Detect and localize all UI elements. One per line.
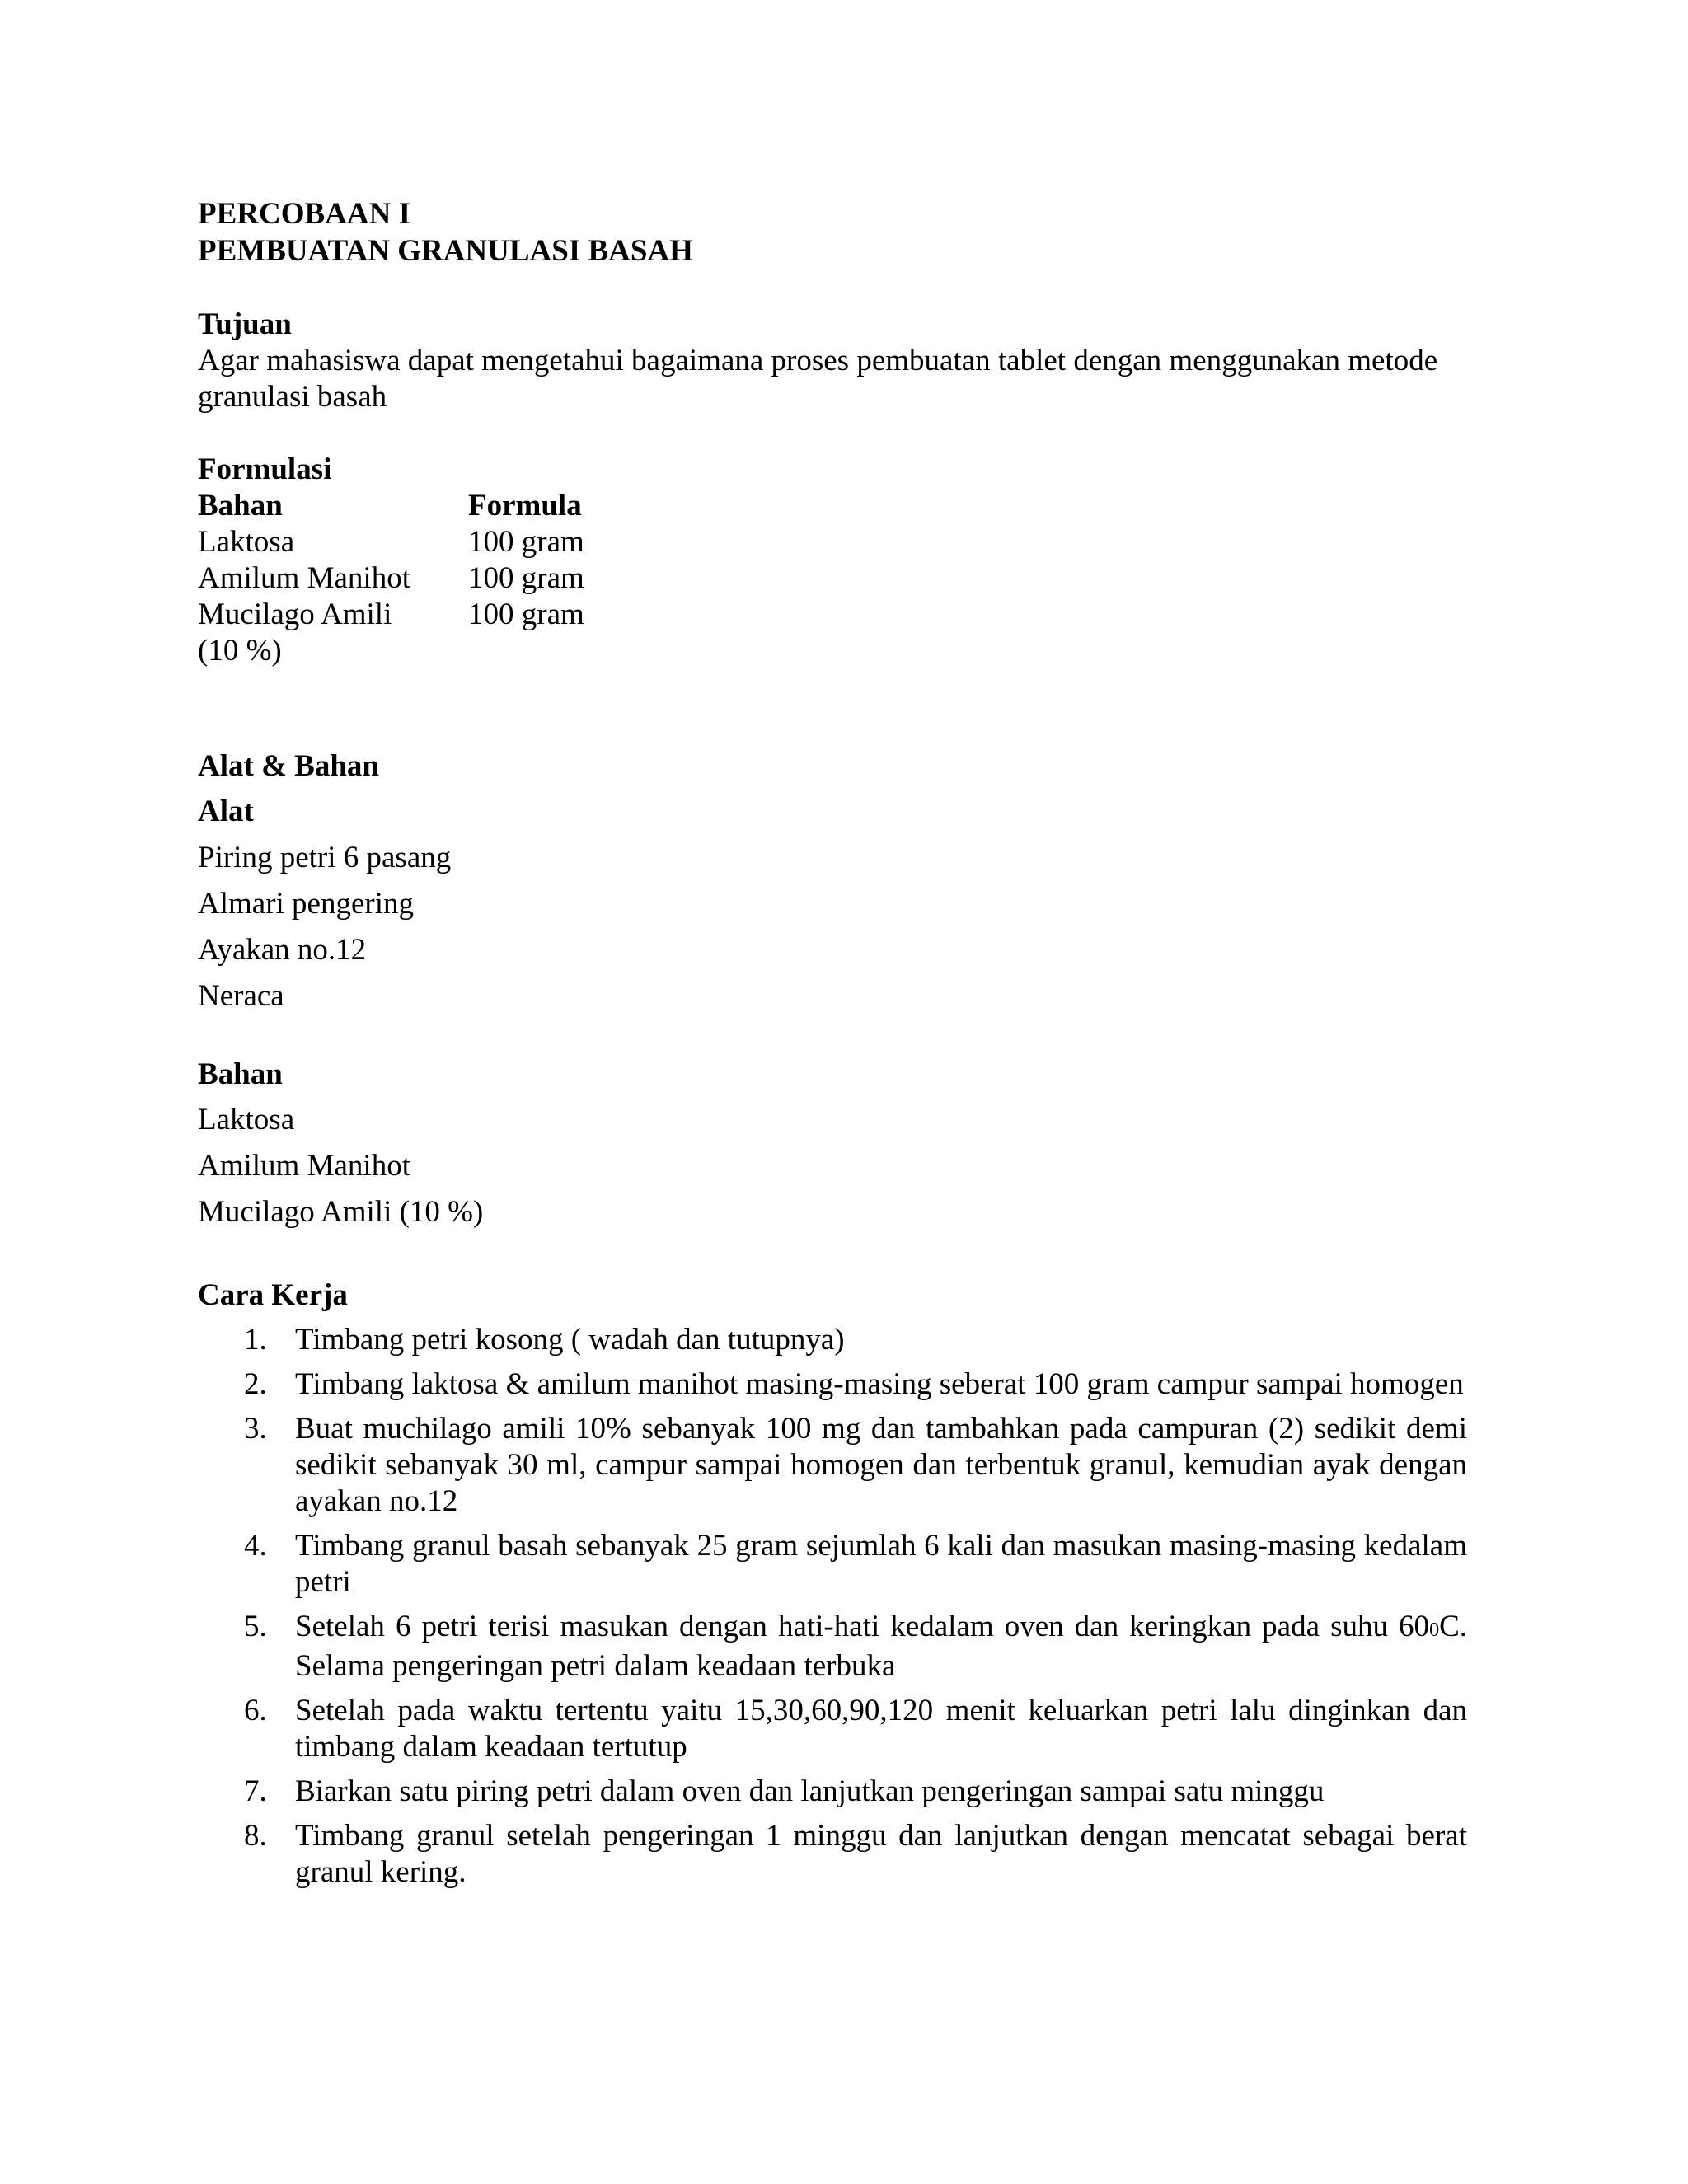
step-text: Timbang petri kosong ( wadah dan tutupnya): [295, 1323, 845, 1357]
table-cell-formula: 100 gram: [468, 561, 584, 595]
step-item: [198, 1322, 1467, 1358]
table-cell-bahan: (10 %): [198, 634, 282, 668]
table-cell-bahan: Laktosa: [198, 525, 295, 559]
table-row: [198, 560, 715, 597]
formulasi-table: [198, 488, 715, 669]
step-item: [198, 1609, 1467, 1685]
bahan-list: [198, 1102, 483, 1240]
table-cell-formula: [468, 633, 715, 669]
cara-kerja-heading: Cara Kerja: [198, 1278, 348, 1312]
step-number: 7.: [244, 1774, 267, 1808]
step-text: Buat muchilago amili 10% sebanyak 100 mg dan tambahkan pada campuran (2) sedikit demi sedikit sebanyak 30 ml, campur sampai homogen dan terbentuk granul, kemudian ayak dengan ayakan no.12: [295, 1412, 1467, 1518]
step-number: 6.: [244, 1694, 267, 1727]
list-item: Laktosa: [198, 1103, 295, 1137]
tujuan-text: Agar mahasiswa dapat mengetahui bagaimana proses pembuatan tablet dengan menggunakan metode granulasi basah: [198, 344, 1438, 414]
step-number: 5.: [244, 1610, 267, 1643]
alat-list: [198, 840, 451, 1024]
table-cell-bahan: Amilum Manihot: [198, 561, 410, 595]
table-row: [198, 633, 715, 669]
alat-heading: Alat: [198, 794, 254, 828]
formulasi-heading: Formulasi: [198, 452, 332, 486]
step-text: [295, 1610, 1467, 1683]
table-cell-bahan: Mucilago Amili: [198, 598, 392, 631]
list-item: Piring petri 6 pasang: [198, 841, 452, 874]
page-subtitle: PEMBUATAN GRANULASI BASAH: [198, 234, 693, 268]
tujuan-heading: Tujuan: [198, 307, 292, 341]
degree-marker: 0: [1429, 1619, 1440, 1641]
column-header-formula: Formula: [468, 489, 582, 523]
list-item: Ayakan no.12: [198, 933, 367, 967]
step-number: 3.: [244, 1412, 267, 1446]
step-item: [198, 1366, 1467, 1403]
step-number: 1.: [244, 1323, 267, 1357]
bahan-heading: Bahan: [198, 1057, 283, 1091]
cara-kerja-steps: [198, 1322, 1467, 1899]
step-text-part: Setelah 6 petri terisi masukan dengan hati-hati kedalam oven dan keringkan pada suhu 60: [295, 1610, 1430, 1643]
step-item: [198, 1528, 1467, 1601]
step-text: Timbang laktosa & amilum manihot masing-masing seberat 100 gram campur sampai homogen: [295, 1367, 1464, 1401]
step-text-part: C. Selama pengeringan petri dalam keadaan terbuka: [295, 1610, 1467, 1683]
table-row: [198, 524, 715, 560]
step-item: [198, 1818, 1467, 1891]
step-item: [198, 1774, 1467, 1810]
table-header-row: [198, 488, 715, 524]
step-text: Timbang granul basah sebanyak 25 gram sejumlah 6 kali dan masukan masing-masing kedalam petri: [295, 1529, 1467, 1599]
list-item: Neraca: [198, 979, 284, 1013]
step-item: [198, 1693, 1467, 1765]
step-item: [198, 1411, 1467, 1520]
step-number: 2.: [244, 1367, 267, 1401]
list-item: Mucilago Amili (10 %): [198, 1195, 484, 1229]
table-row: [198, 597, 715, 633]
column-header-bahan: Bahan: [198, 489, 283, 523]
list-item: Almari pengering: [198, 887, 414, 921]
table-cell-formula: 100 gram: [468, 598, 584, 631]
page-title: PERCOBAAN I: [198, 197, 410, 231]
step-number: 4.: [244, 1529, 267, 1563]
step-text: Setelah pada waktu tertentu yaitu 15,30,60,90,120 menit keluarkan petri lalu dinginkan dan timbang dalam keadaan tertutup: [295, 1694, 1467, 1764]
step-text: Biarkan satu piring petri dalam oven dan lanjutkan pengeringan sampai satu minggu: [295, 1774, 1325, 1808]
alat-bahan-heading: Alat & Bahan: [198, 749, 379, 783]
step-text: Timbang granul setelah pengeringan 1 minggu dan lanjutkan dengan mencatat sebagai berat granul kering.: [295, 1819, 1467, 1889]
table-cell-formula: 100 gram: [468, 525, 584, 559]
list-item: Amilum Manihot: [198, 1149, 410, 1183]
step-number: 8.: [244, 1819, 267, 1853]
